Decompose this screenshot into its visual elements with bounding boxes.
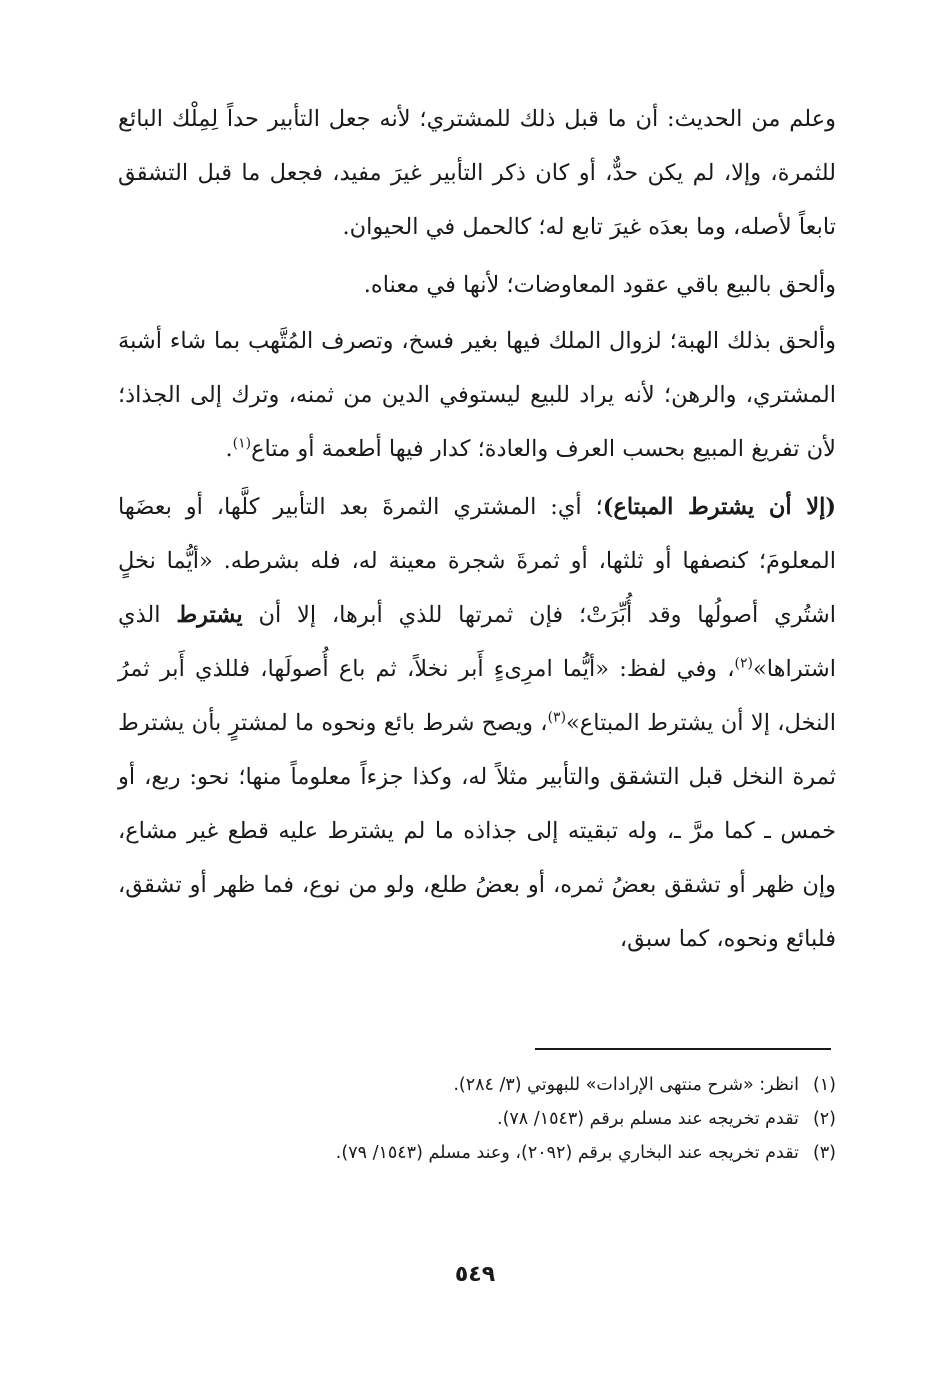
paragraph-2: وألحق بالبيع باقي عقود المعاوضات؛ لأنها في معناه. [363,272,836,298]
paragraph-1: وعلم من الحديث: أن ما قبل ذلك للمشتري؛ لأنه جعل التأبير حداً لِمِلْك البائع للثمرة، وإلا، لم يكن حدٌّ، أو كان ذكر التأبير غيرَ مفيد، فجعل ما قبل التشقق تابعاً لأصله، وما بعدَه غيرَ تابع له؛ كالحمل في الحيوان. [118,106,836,240]
paragraph-4-part-c: ، وفي لفظ: «أيُّما امرِىءٍ أَبر نخلاً، ثم باع أُصولَها، فللذي أَبر ثمرُ النخل، إلا أن يشترط المبتاع» [118,656,836,736]
paragraph-3-text: وألحق بذلك الهبة؛ لزوال الملك فيها بغير فسخ، وتصرف المُتَّهب بما شاء أشبهَ المشتري، والرهن؛ لأنه يراد للبيع ليستوفي الدين من ثمنه، وترك إلى الجذاذ؛ لأن تفريغ المبيع بحسب العرف والعادة؛ كدار فيها أطعمة أو متاع [118,328,836,462]
footnote-ref-1: (١) [232,435,252,452]
footnote-3 [118,1136,836,1170]
footnote-text: تقدم تخريجه عند البخاري برقم (٢٠٩٢)، وعند مسلم (١٥٤٣/ ٧٩). [335,1143,799,1163]
paragraph-4-part-d: ، ويصح شرط بائع ونحوه ما لمشترٍ بأن يشترط ثمرة النخل قبل التشقق والتأبير مثلاً له، وكذا جزءاً معلوماً منها؛ نحو: ربع، أو خمس ـ كما مرَّ ـ، وله تبقيته إلى جذاذه ما لم يشترط عليه قطع غير مشاع، وإن ظهر أو تشقق بعضُ ثمره، أو بعضُ طلع، ولو من نوع، فما ظهر أو تشقق، فلبائع ونحوه، كما سبق، [118,710,836,952]
paragraph-4-part-a: ؛ أي: المشتري الثمرةَ بعد التأبير كلَّها، أو بعضَها المعلومَ؛ كنصفها أو ثلثها، أو ثمرةَ شجرة معينة له، فله بشرطه. «أيُّما نخلٍ اشتُري أصولُها وقد أُبِّرَتْ؛ فإن ثمرتها للذي أبرها، إلا أن [118,494,836,628]
paragraph-3-end: . [225,436,233,462]
paragraph-4-part-b: الذي اشتراها» [118,602,836,682]
footnote-number: (٣) [812,1143,836,1163]
page-number: ٥٤٩ [454,1262,496,1287]
paragraph-3 [118,314,836,476]
footnote-2 [118,1102,836,1136]
footnote-number: (١) [812,1075,836,1095]
footnote-text: انظر: «شرح منتهى الإرادات» للبهوتي (٣/ ٢٨٤). [453,1075,799,1095]
bold-word-yashtarit: يشترط [176,602,243,628]
footnote-ref-3: (٣) [547,709,567,726]
footnote-number: (٢) [812,1109,836,1129]
paragraph-4 [118,480,836,966]
footnote-separator [535,1048,831,1050]
matn-heading: (إلا أن يشترط المبتاع) [602,494,836,520]
page-body [118,92,836,966]
footnote-text: تقدم تخريجه عند مسلم برقم (١٥٤٣/ ٧٨). [497,1109,799,1129]
footnote-ref-2: (٢) [734,655,753,672]
footnotes [118,1068,836,1170]
footnote-1 [118,1068,836,1102]
